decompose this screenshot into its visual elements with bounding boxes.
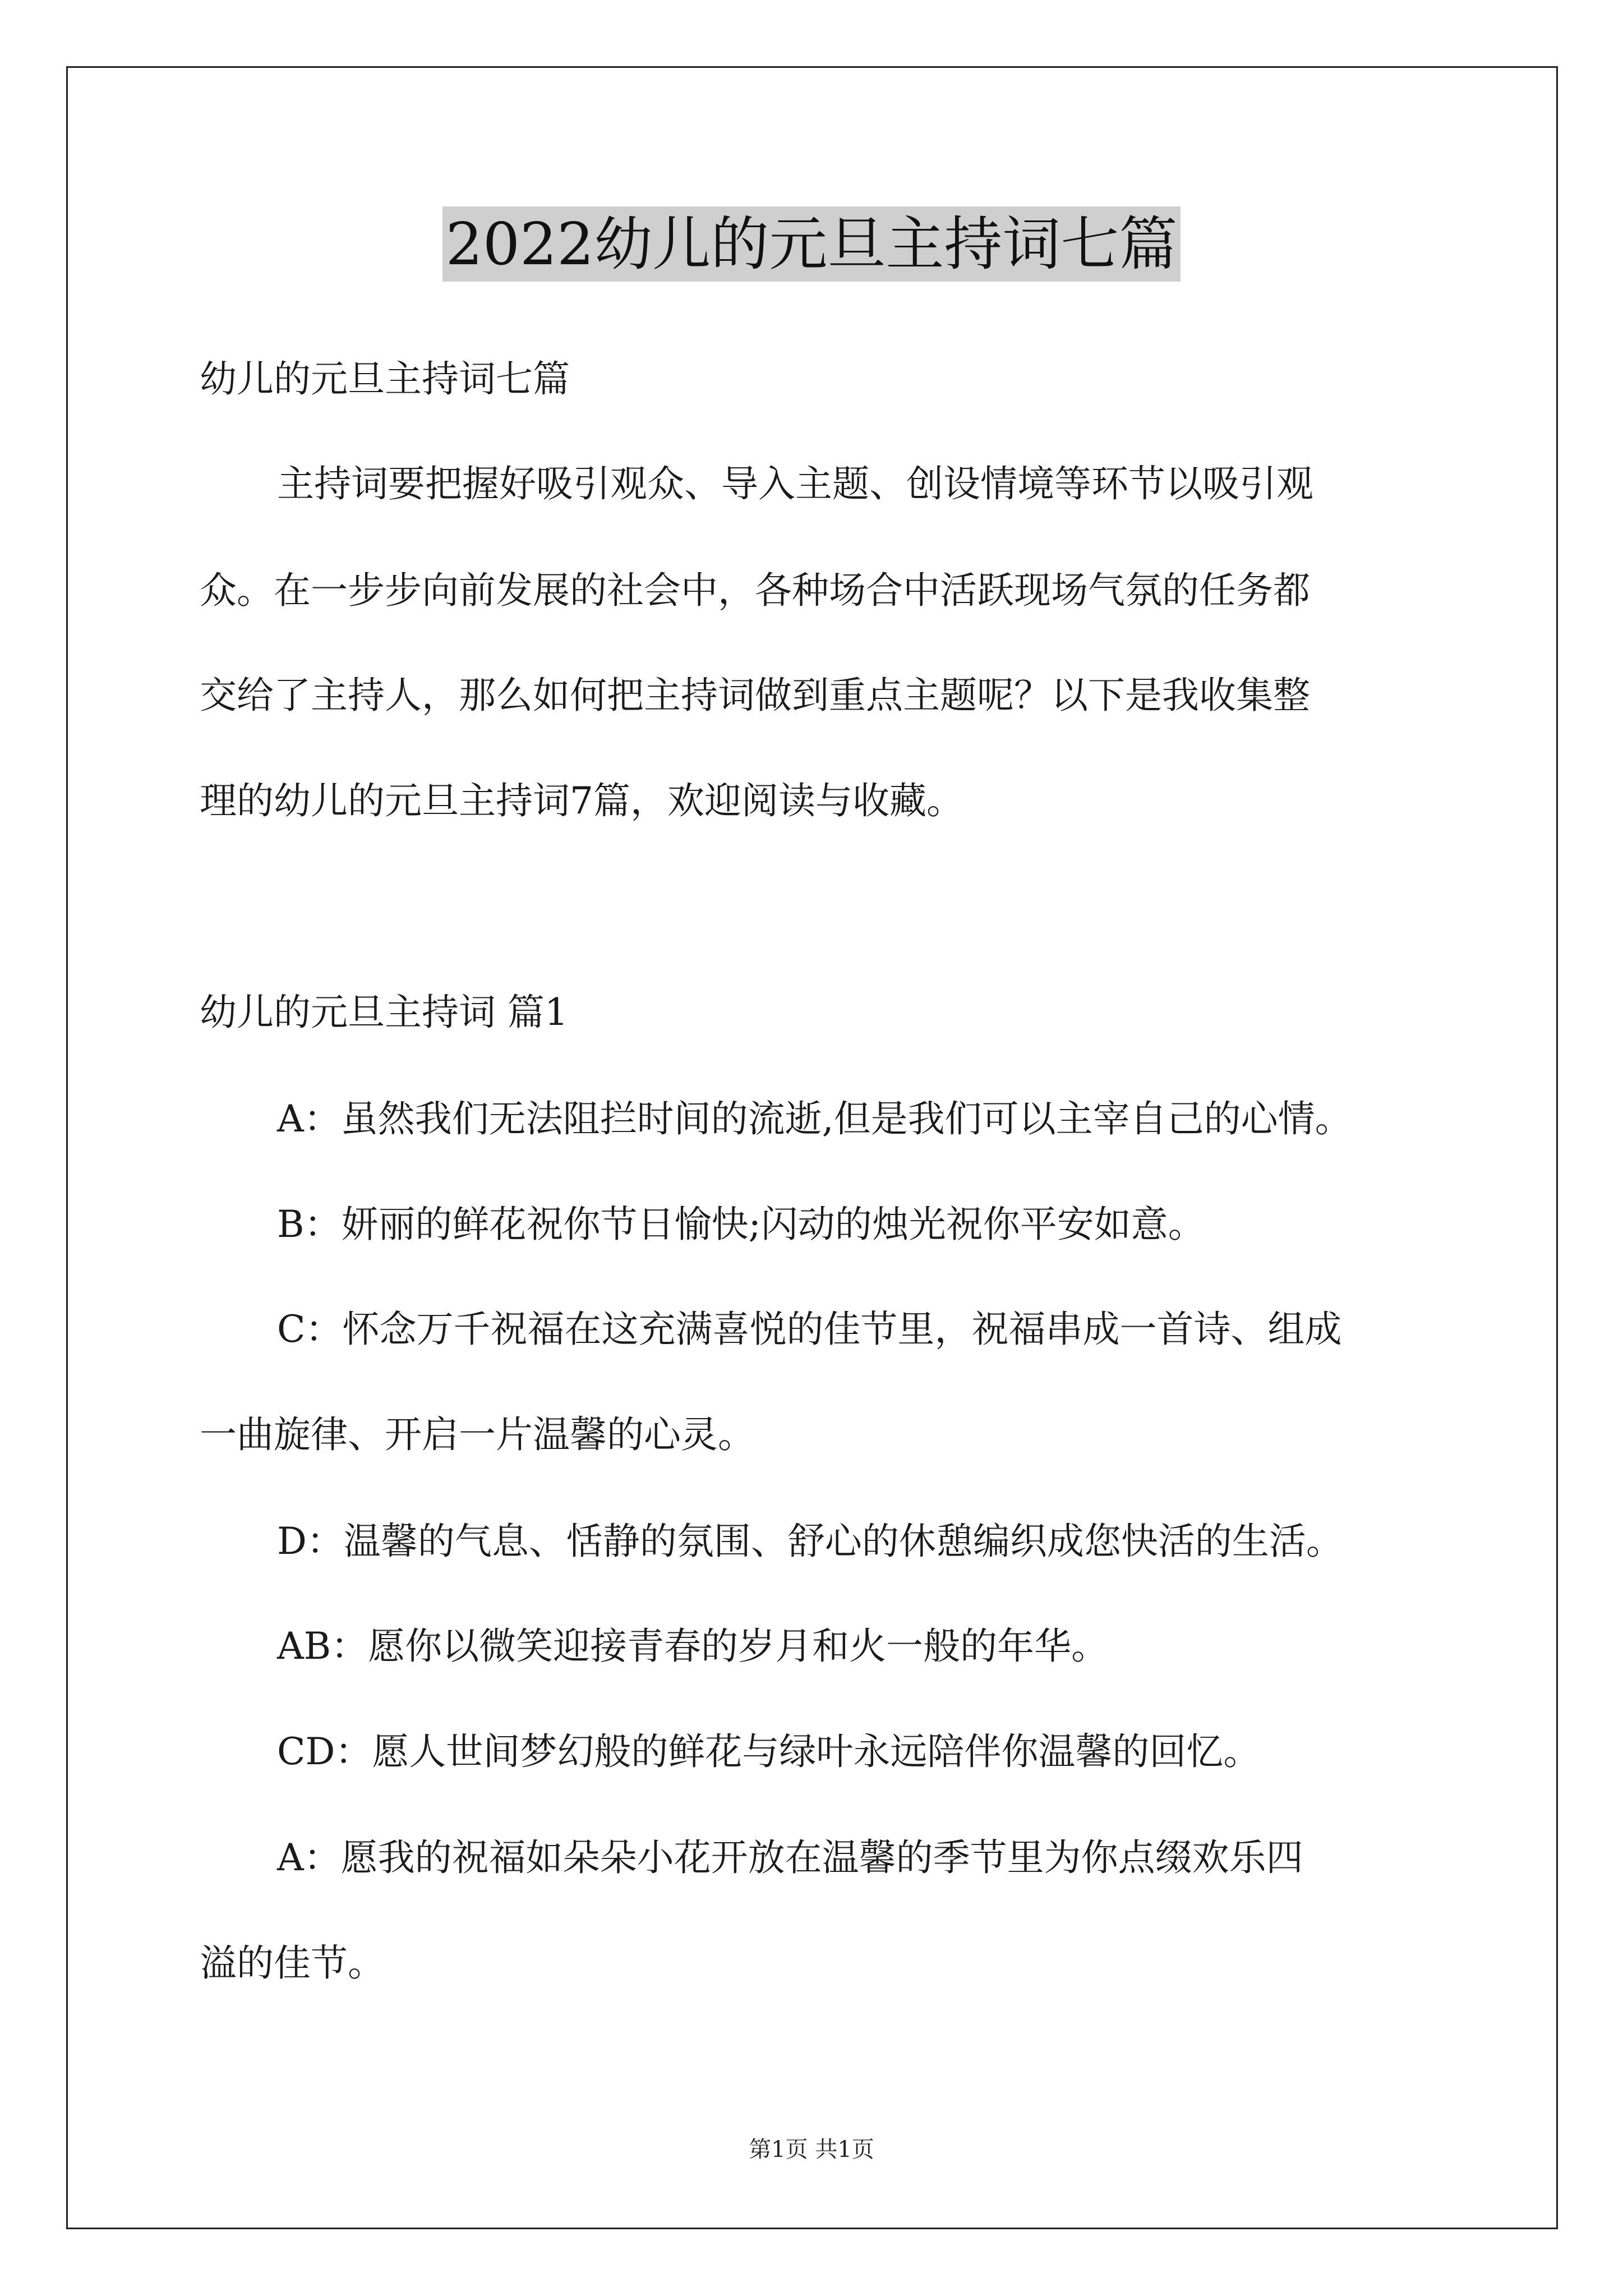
intro-line: 交给了主持人，那么如何把主持词做到重点主题呢？以下是我收集整 (200, 674, 1310, 717)
subtitle: 幼儿的元旦主持词七篇 (200, 357, 570, 401)
dialogue-line: CD：愿人世间梦幻般的鲜花与绿叶永远陪伴你温馨的回忆。 (277, 1730, 1261, 1773)
intro-line: 众。在一步步向前发展的社会中，各种场合中活跃现场气氛的任务都 (200, 569, 1310, 612)
dialogue-line: C：怀念万千祝福在这充满喜悦的佳节里，祝福串成一首诗、组成 (277, 1308, 1342, 1351)
dialogue-line: B：妍丽的鲜花祝你节日愉快;闪动的烛光祝你平安如意。 (277, 1203, 1205, 1246)
intro-line: 主持词要把握好吸引观众、导入主题、创设情境等环节以吸引观 (277, 462, 1313, 505)
section-heading: 幼儿的元旦主持词 篇1 (200, 991, 568, 1034)
dialogue-line: 一曲旋律、开启一片温馨的心灵。 (200, 1413, 755, 1456)
dialogue-line: D：温馨的气息、恬静的氛围、舒心的休憩编织成您快活的生活。 (277, 1520, 1343, 1563)
page-footer: 第1页 共1页 (749, 2137, 874, 2162)
dialogue-line: A：虽然我们无法阻拦时间的流逝,但是我们可以主宰自己的心情。 (277, 1097, 1352, 1140)
title-container (0, 206, 1623, 282)
dialogue-line: A：愿我的祝福如朵朵小花开放在温馨的季节里为你点缀欢乐四 (277, 1836, 1303, 1879)
dialogue-line: 溢的佳节。 (200, 1941, 385, 1985)
document-title: 2022幼儿的元旦主持词七篇 (442, 206, 1181, 282)
intro-line: 理的幼儿的元旦主持词7篇，欢迎阅读与收藏。 (200, 779, 963, 822)
dialogue-line: AB：愿你以微笑迎接青春的岁月和火一般的年华。 (277, 1625, 1109, 1668)
